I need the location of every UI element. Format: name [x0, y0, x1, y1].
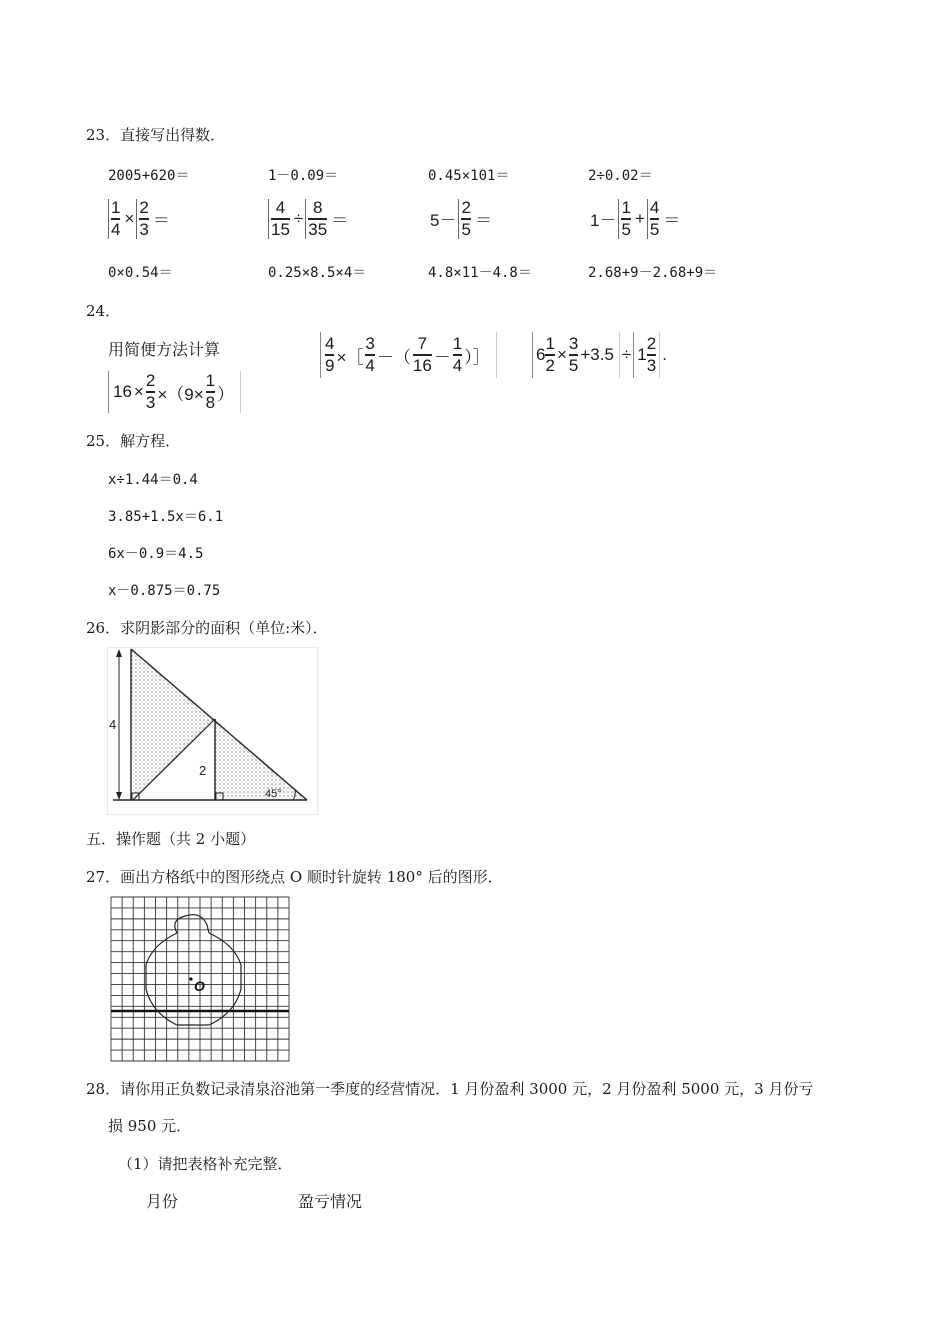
q23-item-12: 2.68+9－2.68+9＝: [588, 265, 718, 281]
q23-item-9: 0×0.54＝: [108, 265, 173, 281]
q25-eq-1: x÷1.44＝0.4: [108, 472, 198, 488]
q23-item-4: 2÷0.02＝: [588, 168, 653, 184]
table-header-profit-loss: 盈亏情况: [298, 1192, 363, 1211]
table-header-month: 月份: [146, 1192, 179, 1211]
q23-frac-expr-4: 1－ $\frac{1}{5}$ + $\frac{4}{5}$ ＝: [590, 198, 681, 239]
q25-eq-4: x－0.875＝0.75: [108, 583, 221, 599]
center-point: [189, 977, 192, 980]
q25-eq-2: 3.85+1.5x＝6.1: [108, 509, 224, 525]
q25-title: 25．解方程．: [86, 432, 181, 450]
label-angle: 45°: [265, 788, 282, 800]
q24-instruction: 用简便方法计算: [108, 340, 221, 359]
q23-frac-expr-1: $\frac{1}{4}$ × $\frac{2}{3}$ ＝: [108, 199, 172, 239]
rotation-grid-figure: [107, 893, 293, 1065]
q23-item-2: 1－0.09＝: [268, 168, 339, 184]
q28-subquestion-1: （1）请把表格补充完整．: [118, 1155, 293, 1173]
q27-title: 27．画出方格纸中的图形绕点 O 顺时针旋转 180° 后的图形．: [86, 868, 503, 886]
q23-item-10: 0.25×8.5×4＝: [268, 265, 367, 281]
q24-title: 24．: [86, 302, 121, 320]
q23-item-3: 0.45×101＝: [428, 168, 510, 184]
q23-title: 23．直接写出得数．: [86, 126, 226, 144]
q24-expr-3: 6 $\frac{1}{2}$ × $\frac{3}{5}$ +3.5 ÷ 1 $\frac{2}{3}$ .: [532, 332, 669, 378]
label-height: 4: [109, 717, 117, 732]
q23-item-1: 2005+620＝: [108, 168, 190, 184]
q26-title: 26．求阴影部分的面积（单位:米）．: [86, 619, 328, 637]
q23-frac-expr-3: 5－ $\frac{2}{5}$ ＝: [430, 198, 492, 239]
section-five-heading: 五．操作题（共 2 小题）: [86, 830, 256, 848]
center-label: O: [194, 978, 205, 994]
label-inner-height: 2: [199, 763, 207, 778]
q23-frac-expr-2: $\frac{4}{15}$ ÷ $\frac{8}{35}$ ＝: [268, 199, 350, 239]
shaded-area-figure: [107, 647, 318, 815]
q23-item-11: 4.8×11－4.8＝: [428, 265, 532, 281]
q24-expr-2: $\frac{4}{9}$ ×［ $\frac{3}{4}$ －（ $\frac{7}{16}$ － $\frac{1}{4}$ ）］: [320, 332, 497, 378]
q28-title-line1: 28．请你用正负数记录清泉浴池第一季度的经营情况．1 月份盈利 3000 元，2 月份盈利 5000 元，3 月份亏: [86, 1080, 814, 1098]
q24-expr-1: 16 × $\frac{2}{3}$ ×（9× $\frac{1}{8}$ ）: [108, 371, 241, 413]
q28-title-line2: 损 950 元．: [108, 1117, 192, 1135]
q25-eq-3: 6x－0.9＝4.5: [108, 546, 204, 562]
